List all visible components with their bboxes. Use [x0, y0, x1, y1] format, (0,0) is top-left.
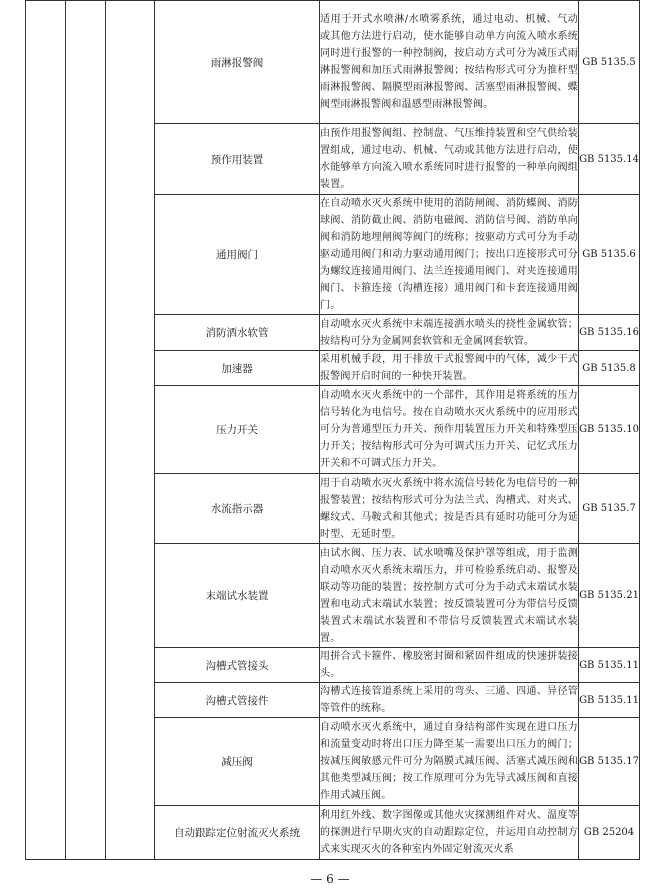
standard-code: GB 5135.6: [579, 195, 640, 315]
product-name: 消防洒水软管: [155, 315, 320, 351]
type-cell: [106, 1, 155, 860]
product-description: 利用红外线、数字图像或其他火灾探测组件对火、温度等的探测进行早期火灾的自动跟踪定位，并运用自动控制方式来实现灭火的各种室内外固定射流灭火系: [320, 806, 579, 860]
product-description: 自动喷水灭火系统中，通过自身结构部件实现在进口压力和流量变动时将出口压力降至某一需要出口压力的阀门；按减压阀敏感元件可分为隔膜式减压阀、活塞式减压阀和其他类型减压阀；按工作原理可分为先导式减压阀和直接作用式减压阀。: [320, 718, 579, 806]
standard-code: GB 5135.16: [579, 315, 640, 351]
product-name: 末端试水装置: [155, 544, 320, 648]
product-description: 用拼合式卡箍件、橡胶密封圈和紧固件组成的快速拼装接头。: [320, 648, 579, 683]
standard-code: GB 5135.14: [579, 124, 640, 195]
product-description: 用于自动喷水灭火系统中将水流信号转化为电信号的一种报警装置；按结构形式可分为法兰式、沟槽式、对夹式、螺纹式、马鞍式和其他式；按是否具有延时功能可分为延时型、无延时型。: [320, 474, 579, 544]
product-name: 加速器: [155, 351, 320, 386]
product-description: 沟槽式连接管道系统上采用的弯头、三通、四通、异径管等管件的统称。: [320, 683, 579, 718]
product-name: 预作用装置: [155, 124, 320, 195]
standards-table: [25, 0, 640, 860]
standard-code: GB 5135.11: [579, 683, 640, 718]
product-description: 在自动喷水灭火系统中使用的消防闸阀、消防蝶阀、消防球阀、消防截止阀、消防电磁阀、消防信号阀、消防单向阀和消防地埋闸阀等阀门的统称；按驱动方式可分为手动驱动通用阀门和动力驱动通用阀门；按出口连接形式可分为螺纹连接通用阀门、法兰连接通用阀门、对夹连接通用阀门、卡箍连接（沟槽连接）通用阀门和卡套连接通用阀门。: [320, 195, 579, 315]
standard-code: GB 5135.10: [579, 386, 640, 474]
standard-code: GB 5135.7: [579, 474, 640, 544]
standard-code: GB 5135.17: [579, 718, 640, 806]
product-name: 通用阀门: [155, 195, 320, 315]
product-description: 采用机械手段，用于排放干式报警阀中的气体，减少干式报警阀开启时间的一种快开装置。: [320, 351, 579, 386]
standard-code: GB 5135.11: [579, 648, 640, 683]
product-description: 自动喷水灭火系统中的一个部件，其作用是将系统的压力信号转化为电信号。按在自动喷水灭火系统中的应用形式可分为普通型压力开关、预作用装置压力开关和特殊型压力开关；按结构形式可分为可调式压力开关、记忆式压力开关和不可调式压力开关。: [320, 386, 579, 474]
product-description: 由预作用报警阀组、控制盘、气压维持装置和空气供给装置组成，通过电动、机械、气动或其他方法进行启动，使水能够单方向流入喷水系统同时进行报警的一种单向阀组装置。: [320, 124, 579, 195]
product-name: 自动跟踪定位射流灭火系统: [155, 806, 320, 860]
product-name: 沟槽式管接件: [155, 683, 320, 718]
product-name: 压力开关: [155, 386, 320, 474]
standard-code: GB 5135.5: [579, 1, 640, 124]
page-number: — 6 —: [310, 872, 350, 886]
category-cell: [26, 1, 66, 860]
standard-code: GB 5135.8: [579, 351, 640, 386]
standard-code: GB 5135.21: [579, 544, 640, 648]
product-name: 减压阀: [155, 718, 320, 806]
product-name: 水流指示器: [155, 474, 320, 544]
table-row: [26, 1, 640, 124]
product-name: 雨淋报警阀: [155, 1, 320, 124]
standard-code: GB 25204: [579, 806, 640, 860]
subcategory-cell: [66, 1, 106, 860]
product-description: 自动喷水灭火系统中末端连接洒水喷头的挠性金属软管；按结构可分为金属网套软管和无金属网套软管。: [320, 315, 579, 351]
product-description: 适用于开式水喷淋/水喷雾系统，通过电动、机械、气动或其他方法进行启动，使水能够自动单方向流入喷水系统同时进行报警的一种控制阀，按启动方式可分为减压式雨淋报警阀和加压式雨淋报警阀；按结构形式可分为推杆型雨淋报警阀、隔膜型雨淋报警阀、活塞型雨淋报警阀、蝶阀型雨淋报警阀和温感型雨淋报警阀。: [320, 1, 579, 124]
product-name: 沟槽式管接头: [155, 648, 320, 683]
product-description: 由试水阀、压力表、试水喷嘴及保护罩等组成，用于监测自动喷水灭火系统末端压力，并可检验系统启动、报警及联动等功能的装置；按控制方式可分为手动式末端试水装置和电动式末端试水装置；按反馈装置可分为带信号反馈装置式末端试水装置和不带信号反馈装置式末端试水装置。: [320, 544, 579, 648]
